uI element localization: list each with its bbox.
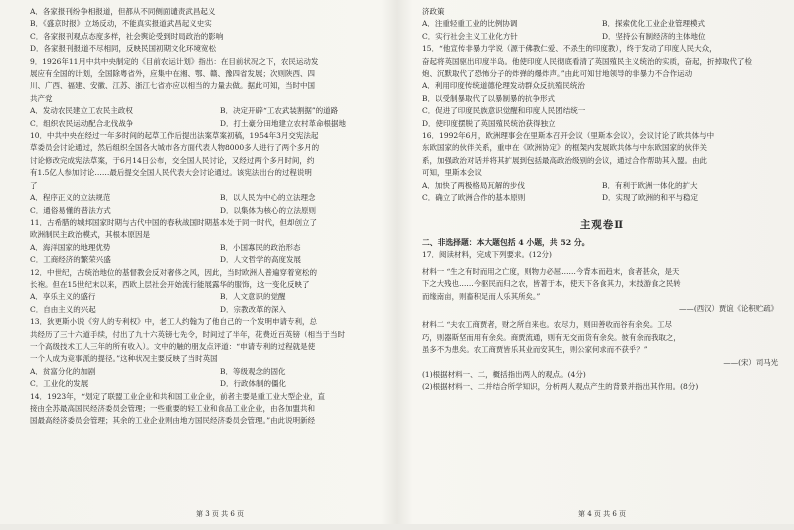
page-footer: 第 4 页 共 6 页 [577, 509, 627, 518]
q8-options [30, 6, 410, 56]
q9-options-row [30, 118, 410, 130]
q12-option-a: A．享乐主义的盛行 [30, 292, 96, 302]
q15-stem-line: 炮、沉默取代了恐怖分子的炸弹的爆炸声。”由此可知甘地领导的非暴力不合作运动 [422, 69, 693, 79]
q13-option-c: C．工业化的发展 [30, 379, 89, 389]
q16-option-d: D．实现了欧洲的和平与稳定 [602, 193, 699, 203]
q9-option-c: C．组织农民运动配合北伐战争 [30, 118, 134, 128]
q10-options-row [30, 192, 410, 204]
q14-stem-line: 国最高经济委员会管理；其余的工业企业则由地方国民经济委员会管理。”由此说明新经 [30, 416, 316, 426]
q8-option-b: B．《盛京时报》立场反动，不能真实报道武昌起义史实 [30, 19, 212, 29]
q13-stem-line: 一个高级技术工人三年的所有收入）。文中的触的朋友点评道：“申请专利的过程就是使 [30, 341, 316, 351]
material-1 [422, 266, 782, 316]
q17-intro: 17．阅读材料，完成下列要求。(12分) [422, 250, 552, 260]
q17-requirement-2: (2)根据材料一、二并结合所学知识，分析两人观点产生的背景并指出其作用。(8分) [422, 382, 699, 392]
question-13 [30, 316, 410, 390]
q10-stem-line: 有1.5亿人参加讨论……最后提交全国人民代表大会讨论通过。该宪法出台的过程说明 [30, 168, 312, 178]
q10-stem-line: 草委员会讨论通过，然后组织全国各大城市各方面代表人物8000多人进行了两个多月的 [30, 143, 320, 153]
q10-stem-line: 讨论修改完成宪法草案，于6月14日公布，交全国人民讨论，又经过两个多月时间，约 [30, 155, 315, 165]
q13-options-row [30, 378, 410, 390]
q13-option-a: A．贫富分化的加剧 [30, 366, 96, 376]
q16-option-c: C．确立了欧洲合作的基本原则 [422, 193, 526, 203]
q9-stem-line: 川、广西、福建、安徽、江苏、浙江七省亦应以相当的力量去做。据此可知，当时中国 [30, 81, 315, 91]
q15-stem-line: 奋起将英国驱出印度半岛。他使印度人民彻底看清了英国殖民主义统治的实质，奋起，折掉取代了检 [422, 56, 752, 66]
q10-stem-line: 10．中共中央在经过一年多时间的起草工作后提出法案草案初稿，1954年3月交宪法起 [30, 131, 319, 141]
question-16 [422, 130, 782, 204]
q11-stem-line: 11．古希腊的城邦国家时期与古代中国的春秋战国时期基本处于同一时代，但却创立了 [30, 217, 318, 227]
q9-options-row [30, 105, 410, 117]
q9-stem-line: 9．1926年11月中共中央制定的《目前农运计划》指出：在目前状况之下，农民运动发 [30, 56, 319, 66]
q12-options-row [30, 304, 410, 316]
q16-stem-line: 可知，里斯本会议 [422, 168, 482, 178]
q11-option-a: A．海洋国家的地理优势 [30, 242, 111, 252]
q11-option-d: D．人文哲学的高度发展 [220, 255, 302, 265]
question-14 [30, 391, 410, 428]
q9-stem-line: 共产党 [30, 93, 53, 103]
q11-stem-line: 欧洲制民主政治模式，其根本原因是 [30, 230, 150, 240]
q16-stem-line: 系，加强政治对话并将其扩展到包括最高政治级别的会议，通过合作帮助其入盟。由此 [422, 155, 707, 165]
q15-option-d: D．使印度摆脱了英国殖民统治获得独立 [422, 118, 556, 128]
q8-option-a: A．各家报刊纷争相报道，但都从不同侧面谴责武昌起义 [30, 7, 216, 16]
material-2 [422, 319, 782, 369]
q14-stem-line: 接由全苏最高国民经济委员会管理；一些重要的轻工业和食品工业企业，由各加盟共和 [30, 404, 315, 413]
q16-options-row [422, 180, 782, 192]
q16-option-b: B．有利于欧洲一体化的扩大 [602, 180, 698, 190]
q13-options-row [30, 366, 410, 378]
page-4 [422, 6, 782, 530]
question-10 [30, 130, 410, 217]
material-1-source: ——(西汉）贾谊《论积贮疏》 [679, 303, 778, 313]
question-14-continued [422, 6, 782, 43]
question-15 [422, 43, 782, 130]
q9-stem-line: 展应有全国的计划，全国除粤省外，应集中在湘、鄂、赣、豫四省发展；次则陕西、四 [30, 69, 315, 79]
q11-options-row [30, 242, 410, 254]
q16-stem-line: 16．1992年6月，欧洲理事会在里斯本召开会议（里斯本会议），会议讨论了欧共体与中 [422, 131, 715, 141]
q15-option-a: A．利用印度传统道德伦理发动群众反抗殖民统治 [422, 81, 585, 91]
q16-option-a: A．加快了两极格局瓦解的步伐 [422, 180, 525, 190]
q12-option-b: B．人文意识的觉醒 [220, 292, 286, 302]
material-1-line: 下之大残也……今驱民而归之农，皆著于本，使天下各食其力，末技游食之民转 [422, 279, 681, 289]
q8-option-d: D．各家报刊报道不尽相同，反映民国初期文化环境宽松 [30, 44, 217, 54]
page-footer: 第 3 页 共 6 页 [195, 509, 245, 518]
page-3 [30, 6, 410, 530]
q10-stem-line: 了 [30, 180, 38, 190]
question-11 [30, 217, 410, 267]
q14-option-d: D．坚持公有制经济的主体地位 [602, 31, 706, 41]
material-1-line: 而缘南亩，则畜积足而人乐其所矣。” [422, 291, 541, 301]
q13-stem-line: 一个人成为竞事派的提径。”这种状况主要反映了当时英国 [30, 354, 218, 364]
q11-options-row [30, 254, 410, 266]
q11-option-c: C．工商经济的繁荣兴盛 [30, 255, 111, 265]
q12-options-row [30, 291, 410, 303]
q12-option-c: C．自由主义的兴起 [30, 304, 96, 314]
q15-stem-line: 15．“他宣传非暴力学说（源于佛教仁爱、不杀生的印度教），终于发动了印度人民大众， [422, 44, 717, 54]
q16-options-row [422, 192, 782, 204]
material-2-line: 材料二 “夫农工商贾者，财之所自来也。农尽力，则田善收而谷有余矣。工尽 [422, 320, 673, 330]
q10-option-a: A．程序正义的立法规范 [30, 193, 111, 203]
q14-options-row [422, 18, 782, 30]
q9-option-a: A．发动农民建立工农民主政权 [30, 106, 133, 116]
q15-option-b: B．以受制暴取代了以暴制暴的抗争形式 [422, 93, 556, 103]
q9-option-d: D．打土豪分田地建立农村革命根据地 [220, 118, 347, 128]
question-9 [30, 56, 410, 130]
q11-option-b: B．小国寡民的政治形态 [220, 242, 301, 252]
section-title: 主观卷Ⅱ [579, 218, 625, 231]
q10-option-b: B．以人民为中心的立法理念 [220, 193, 316, 203]
material-2-line: 虽多不为患矣。农工商贾皆乐其业而安其生，则公家何求而不获乎？” [422, 345, 648, 355]
q14-option-a: A．注重轻重工业的比例协调 [422, 19, 518, 29]
material-1-line: 材料一 “生之有时而用之亡度，则物力必屈……今背本而趋末，食者甚众，是天 [422, 266, 680, 276]
q14-options-row [422, 31, 782, 43]
question-12 [30, 267, 410, 317]
q8-option-c: C．各家报刊观点态度多样，社会舆论受到时局政治的影响 [30, 31, 224, 41]
q17-requirement-1: (1)根据材料一、二，概括指出两人的观点。(4分) [422, 369, 586, 379]
q12-stem-line: 长袍。但在15世纪末以来，西欧上层社会开始流行能展露华的服饰，这一变化反映了 [30, 279, 310, 289]
q14-stem-line: 14．1923年，“划定了联盟工业企业和共和国工业企业，前者主要是重工业大型企业，直 [30, 391, 325, 401]
q12-stem-line: 12．中世纪，古统治地位的基督教会反对奢侈之风，因此，当时欧洲人普遍穿着宽松的 [30, 267, 318, 277]
q10-option-c: C．通俗易懂的普法方式 [30, 205, 111, 215]
material-2-source: ——(宋）司马光 [723, 357, 778, 367]
q9-option-b: B．决定开辟“工农武装割据”的道路 [220, 106, 339, 116]
q16-stem-line: 东欧国家的伙伴关系，重申在《欧洲协定》的框架内发展欧共体与中东欧国家的伙伴关 [422, 143, 707, 153]
q15-option-c: C．促进了印度民族意识觉醒和印度人民团结统一 [422, 106, 586, 116]
q12-option-d: D．宗教改革的深入 [220, 304, 287, 314]
q14-option-c: C．实行社会主义工业化方针 [422, 31, 518, 41]
material-2-line: 巧，则器斯坚而用有余矣。商贾流通，则有无交而货有余矣。彼有余而我取之， [422, 332, 681, 342]
q10-option-d: D．以集体为核心的立法原则 [220, 205, 317, 215]
q14-option-b: B．探索优化工业企业管理模式 [602, 19, 706, 29]
q14-stem-line: 济政策 [422, 7, 445, 16]
q13-stem-line: 共经历了三十六道手续，付出了九十六英镑七先令，时间过了半年，花费近百英镑（相当于当时 [30, 329, 345, 339]
q13-option-b: B．等级观念的固化 [220, 366, 286, 376]
q13-stem-line: 13．狄更斯小说《穷人的专利权》中，老工人约翰为了他自己的一个发明申请专利，总 [30, 317, 318, 327]
q10-options-row [30, 205, 410, 217]
section-heading: 二、非选择题：本大题包括 4 小题，共 52 分。 [422, 237, 590, 247]
q13-option-d: D．行政体制的僵化 [220, 379, 287, 389]
